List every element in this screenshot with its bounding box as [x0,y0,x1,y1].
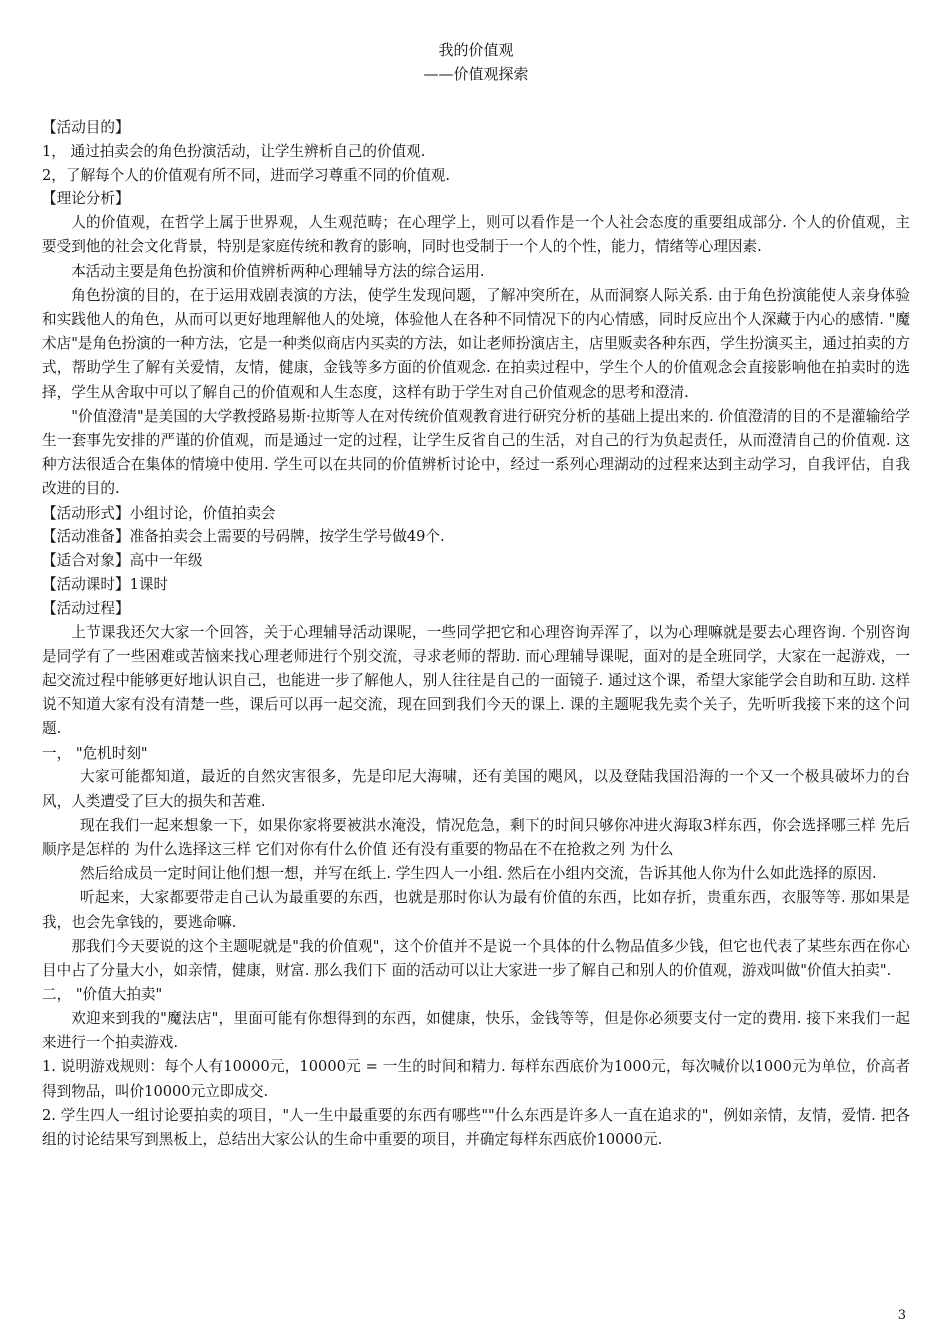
page-number: 3 [897,1308,906,1323]
prep-line: 【活动准备】准备拍卖会上需要的号码牌，按学生学号做49个. [42,528,445,546]
part2-rule-1: 1. 说明游戏规则：每个人有10000元，10000元 = 一生的时间和精力. 每样东西底价为1000元，每次喊价以1000元为单位，价高者得到物品，叫价10000元立即成交. [42,1058,910,1100]
part1-paragraph-4: 听起来，大家都要带走自己认为最重要的东西，也就是那时你认为最有价值的东西，比如存折，贵重东西，衣服等等. 那如果是我，也会先拿钱的，要逃命嘛. [42,889,910,931]
part2-rule-2: 2. 学生四人一组讨论要拍卖的项目，"人一生中最重要的东西有哪些""什么东西是许多人一直在追求的"，例如亲情，友情，爱情. 把各组的讨论结果写到黑板上，总结出大家公认的生命中重要的项目，并确定每样东西底价10000元. [42,1106,910,1149]
theory-heading: 【理论分析】 [42,190,130,208]
part1-paragraph-3: 然后给成员一定时间让他们想一想，并写在纸上. 学生四人一小组. 然后在小组内交流，告诉其他人你为什么如此选择的原因. [79,865,877,883]
theory-paragraph-3: 角色扮演的目的，在于运用戏剧表演的方法，使学生发现问题，了解冲突所在，从而洞察人际关系. 由于角色扮演能使人亲身体验和实践他人的角色，从而可以更好地理解他人的处境，体验他人在各种不同情况下的内心情感，同时反应出个人深藏于内心的感情. "魔术店"是角色扮演的一种方法，它是一种类似商店内买卖的方法，如让老师扮演店主，店里贩卖各种东西，学生扮演买主，通过拍卖的方式，帮助学生了解有关爱情，友情，健康，金钱等多方面的价值观念. 在拍卖过程中，学生个人的价值观念会直接影响他在拍卖时的选择，学生从舍取中可以了解自己的价值观和人生态度，这样有助于学生对自己价值观念的思考和澄清. [42,286,910,401]
goal-heading: 【活动目的】 [42,119,130,136]
part2-heading: 二， "价值大拍卖" [42,986,163,1004]
goal-item-1: 1， 通过拍卖会的角色扮演活动，让学生辨析自己的价值观. [42,142,426,160]
theory-paragraph-2: 本活动主要是角色扮演和价值辨析两种心理辅导方法的综合运用. [71,262,485,280]
theory-paragraph-4: "价值澄清"是美国的大学教授路易斯·拉斯等人在对传统价值观教育进行研究分析的基础上提出来的. 价值澄清的目的不是灌输给学生一套事先安排的严谨的价值观，而是通过一定的过程，让学生反省自己的生活，对自己的行为负起责任，从而澄清自己的价值观. 这种方法很适合在集体的情境中使用. 学生可以在共同的价值辨析讨论中，经过一系列心理湖动的过程来达到主动学习，自我评估，自我改进的目的. [42,407,910,498]
process-heading: 【活动过程】 [42,599,130,617]
part2-paragraph-1: 欢迎来到我的"魔法店"，里面可能有你想得到的东西，如健康，快乐，金钱等等，但是你必须要支付一定的费用. 接下来我们一起来进行一个拍卖游戏. [42,1010,910,1052]
document-page [42,38,910,1152]
process-paragraph-1: 上节课我还欠大家一个回答，关于心理辅导活动课呢，一些同学把它和心理咨询弄浑了，以为心理嘛就是要去心理咨询. 个别咨询是同学有了一些困难或苦恼来找心理老师进行个别交流，寻求老师的帮助. 而心理辅导课呢，面对的是全班同学，大家在一起游戏，一起交流过程中能够更好地认识自己，也能进一步了解他人，别人往往是自己的一面镜子. 通过这个课，希望大家能学会自助和互助. 这样说不知道大家有没有清楚一些，课后可以再一起交流，现在回到我们今天的课上. 课的主题呢我先卖个关子，先听听我接下来的这个问题. [42,623,910,738]
hours-line: 【活动课时】1课时 [42,576,169,594]
theory-paragraph-1: 人的价值观，在哲学上属于世界观，人生观范畴；在心理学上，则可以看作是一个人社会态度的重要组成部分. 个人的价值观，主要受到他的社会文化背景，特别是家庭传统和教育的影响，同时也受制于一个人的个性，能力，情绪等心理因素. [42,214,910,256]
part1-heading: 一， "危机时刻" [42,744,148,762]
part1-paragraph-1: 大家可能都知道，最近的自然灾害很多，先是印尼大海啸，还有美国的飓风，以及登陆我国沿海的一个又一个极具破坏力的台风，人类遭受了巨大的损失和苦难. [42,768,910,810]
part1-paragraph-2: 现在我们一起来想象一下，如果你家将要被洪水淹没，情况危急，剩下的时间只够你冲进火海取3样东西，你会选择哪三样 先后顺序是怎样的 为什么选择这三样 它们对你有什么价值 还有没有重要的物品在不在抢救之列 为什么 [42,816,910,859]
target-line: 【适合对象】高中一年级 [42,552,203,570]
document-title: 我的价值观 [438,41,514,59]
form-line: 【活动形式】小组讨论，价值拍卖会 [42,504,276,522]
part1-paragraph-5: 那我们今天要说的这个主题呢就是"我的价值观"，这个价值并不是说一个具体的什么物品值多少钱，但它也代表了某些东西在你心目中占了分量大小，如亲情，健康，财富. 那么我们下 面的活动可以让大家进一步了解自己和别人的价值观，游戏叫做"价值大拍卖". [42,937,910,980]
goal-item-2: 2，了解每个人的价值观有所不同，进而学习尊重不同的价值观. [42,166,450,184]
document-subtitle: ——价值观探索 [423,65,529,83]
